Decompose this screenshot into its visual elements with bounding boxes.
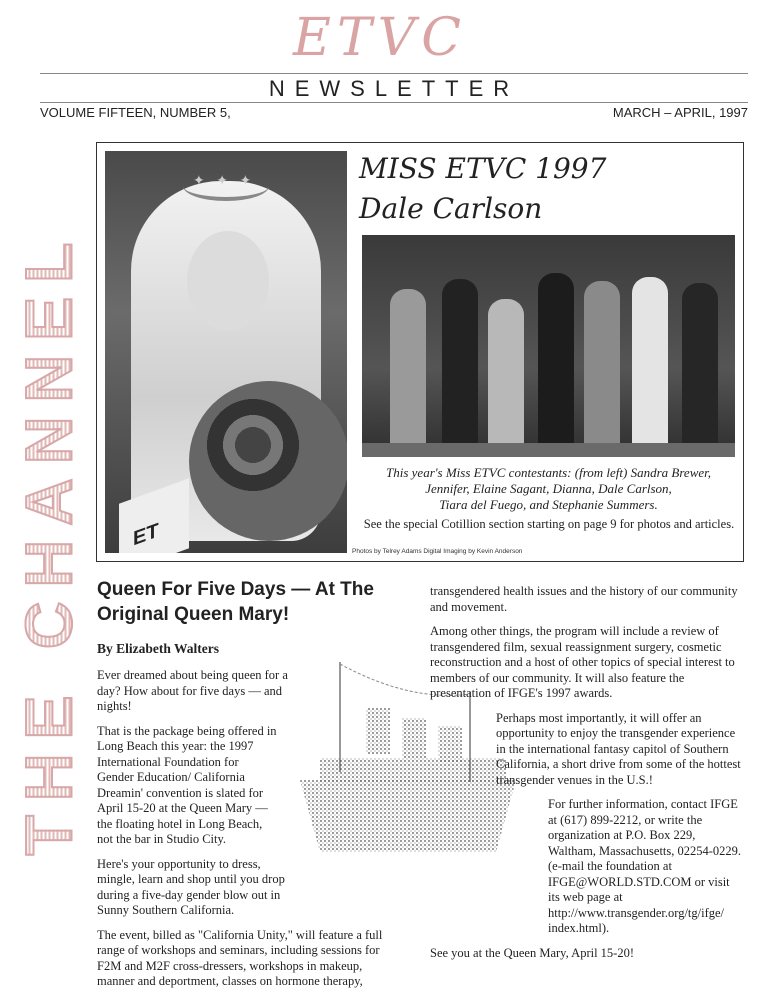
article-paragraph: That is the package being offered in Long Beach this year: the 1997 International Foundation for Gender Education/ California Dreamin' convention is slated for April 15-20 at the Queen Mary — the floating hotel in Long Beach, not the bar in Studio City. bbox=[97, 723, 277, 846]
etvc-logo: ETVC bbox=[293, 8, 467, 68]
article-title: Queen For Five Days — At The Original Queen Mary! bbox=[97, 579, 374, 625]
miss-etvc-feature bbox=[96, 142, 744, 562]
masthead-rule-top bbox=[40, 73, 748, 74]
contestant-figure bbox=[538, 273, 574, 449]
article-paragraph: For further information, contact IFGE at (617) 899-2212, or write the organization at P.O. Box 229, Waltham, Massachusetts, 02254-0229. (e-mail the foundation at IFGE@WORLD.STD.COM or visit its web page at http://www.transgender.org/tg/ifge/ index.html). bbox=[548, 797, 742, 935]
cotillion-see-also: See the special Cotillion section starting on page 9 for photos and articles. bbox=[363, 517, 735, 531]
issue-date: MARCH – APRIL, 1997 bbox=[612, 105, 748, 120]
caption-line: Jennifer, Elaine Sagant, Dianna, Dale Carlson, bbox=[425, 481, 672, 496]
contestant-figure bbox=[488, 299, 524, 449]
caption-line: Tiara del Fuego, and Stephanie Summers. bbox=[439, 497, 658, 512]
article-paragraph: Ever dreamed about being queen for a day? How about for five days — and nights! bbox=[97, 668, 288, 713]
article-paragraph: transgendered health issues and the history of our community and movement. bbox=[430, 584, 738, 614]
contestants-caption bbox=[362, 465, 735, 513]
article-paragraph: Perhaps most importantly, it will offer an opportunity to enjoy the transgender experience in the international fantasy capitol of Southern California, a short drive from some of the hottest transgender venues in the U.S.! bbox=[496, 710, 741, 787]
article-paragraph: Among other things, the program will include a review of transgendered film, sexual reassignment surgery, cosmetic reconstruction and a host of other topics of special interest to members of our community. It will also feature the presentation of IFGE's 1997 awards. bbox=[430, 624, 735, 700]
tiara-icon bbox=[183, 171, 269, 201]
article-byline: By Elizabeth Walters bbox=[97, 641, 220, 656]
feature-title-line1: MISS ETVC 1997 bbox=[359, 152, 607, 185]
issue-volume: VOLUME FIFTEEN, NUMBER 5, bbox=[40, 105, 231, 120]
photo-credit: Photos by Telrey Adams Digital Imaging by Kevin Anderson bbox=[352, 548, 523, 555]
contestant-figure bbox=[632, 277, 668, 449]
contestant-figure bbox=[390, 289, 426, 449]
caption-line: This year's Miss ETVC contestants: (from left) Sandra Brewer, bbox=[386, 465, 711, 480]
feature-title bbox=[359, 149, 606, 229]
contestant-figure bbox=[584, 281, 620, 449]
article-paragraph: Here's your opportunity to dress, mingle, learn and shop until you drop during a five-day gender blow out in Sunny Southern California. bbox=[97, 856, 285, 917]
stage-floor bbox=[362, 443, 735, 457]
article-column-2 bbox=[430, 584, 744, 970]
newsletter-heading: NEWSLETTER bbox=[268, 76, 520, 101]
the-channel-side-title bbox=[0, 132, 96, 952]
article-paragraph: The event, billed as "California Unity," will feature a full range of workshops and seminars, including sessions for F2M and M2F cross-dressers, workshops in makeup, manner and deportment, classes on hormone therapy, bbox=[97, 927, 383, 988]
feature-title-line2: Dale Carlson bbox=[359, 192, 543, 225]
bouquet-icon bbox=[189, 381, 347, 541]
portrait-face bbox=[187, 231, 269, 331]
article-paragraph: See you at the Queen Mary, April 15-20! bbox=[430, 945, 634, 960]
portrait-sash: ET bbox=[119, 478, 189, 553]
winner-portrait-photo bbox=[105, 151, 347, 553]
contestants-group-photo bbox=[362, 235, 735, 457]
contestant-figure bbox=[682, 283, 718, 449]
contestant-figure bbox=[442, 279, 478, 449]
masthead-rule-bottom bbox=[40, 102, 748, 103]
the-channel-text: THE CHANNEL bbox=[11, 228, 85, 856]
